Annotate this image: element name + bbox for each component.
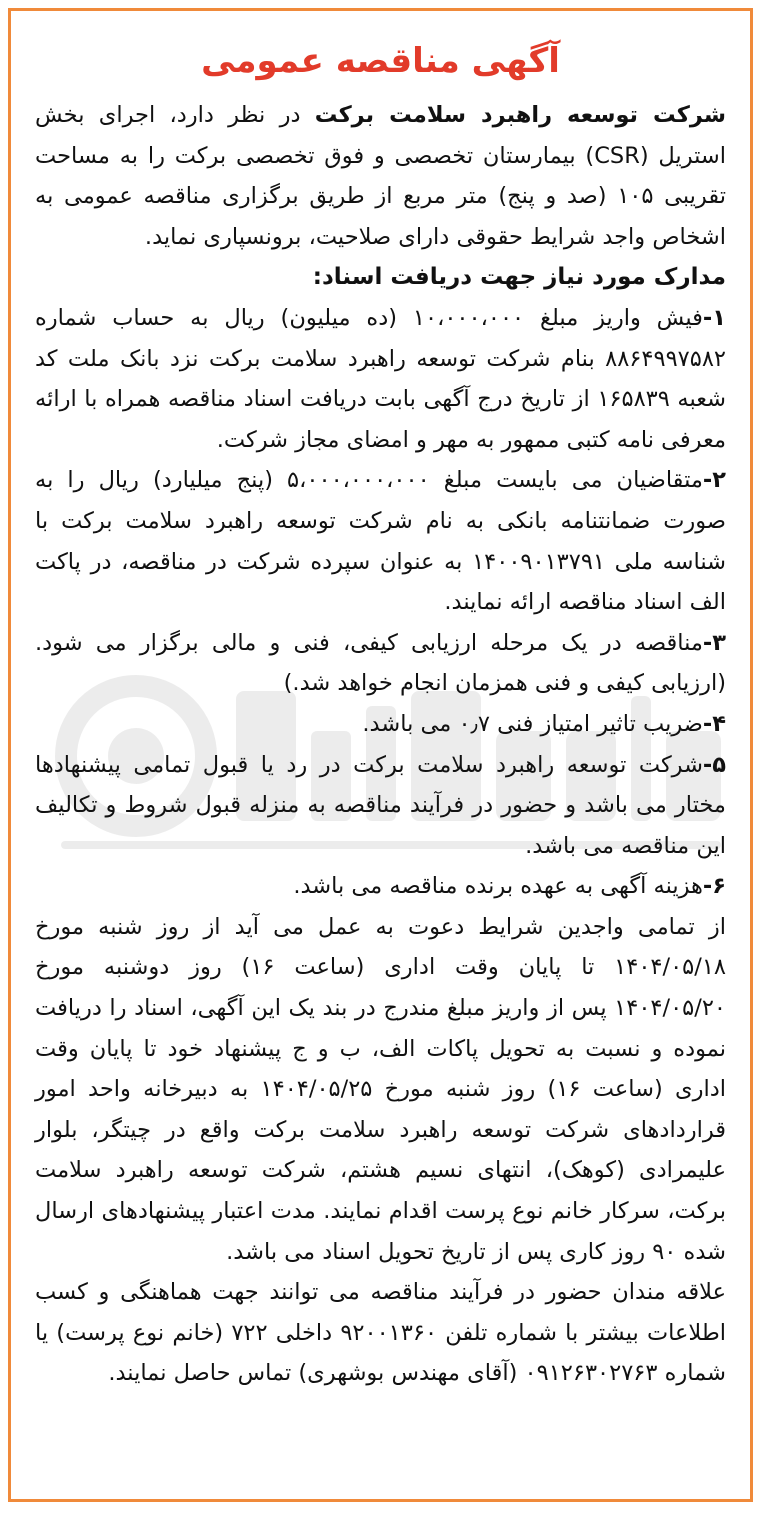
item-number: ۶-	[702, 873, 726, 900]
intro-paragraph	[35, 95, 726, 257]
item-text: مناقصه در یک مرحله ارزیابی کیفی، فنی و مالی برگزار می شود. (ارزیابی کیفی و فنی همزمان انجام خواهد شد.)	[35, 629, 726, 697]
list-item	[35, 704, 726, 745]
item-number: ۵-	[702, 751, 726, 778]
list-item	[35, 745, 726, 867]
list-item	[35, 298, 726, 460]
item-number: ۳-	[702, 629, 726, 656]
list-item	[35, 623, 726, 704]
documents-heading: مدارک مورد نیاز جهت دریافت اسناد:	[312, 264, 726, 291]
company-name: شرکت توسعه راهبرد سلامت برکت	[314, 102, 727, 128]
item-number: ۴-	[702, 710, 726, 737]
item-text: فیش واریز مبلغ ۱۰،۰۰۰،۰۰۰ (ده میلیون) ریال به حساب شماره ۸۸۶۴۹۹۷۵۸۲ بنام شرکت توسعه راهبرد سلامت برکت نزد بانک ملت کد شعبه ۱۶۵۸۳۹ از تاریخ درج آگهی بابت دریافت اسناد مناقصه همراه با ارائه معرفی نامه کتبی ممهور به مهر و امضای مجاز شرکت.	[35, 304, 726, 453]
item-text: هزینه آگهی به عهده برنده مناقصه می باشد.	[293, 873, 703, 900]
invitation-paragraph: از تمامی واجدین شرایط دعوت به عمل می آید از روز شنبه مورخ ۱۴۰۴/۰۵/۱۸ تا پایان وقت اداری (ساعت ۱۶) روز دوشنبه مورخ ۱۴۰۴/۰۵/۲۰ پس از واریز مبلغ مندرج در بند یک این آگهی، اسناد را دریافت نموده و نسبت به تحویل پاکات الف، ب و ج پیشنهاد خود تا پایان وقت اداری (ساعت ۱۶) روز شنبه مورخ ۱۴۰۴/۰۵/۲۵ به دبیرخانه واحد امور قراردادهای شرکت توسعه راهبرد سلامت برکت واقع در چیتگر، بلوار علیمرادی (کوهک)، انتهای نسیم هشتم، شرکت توسعه راهبرد سلامت برکت، سرکار خانم نوع پرست اقدام نمایند. مدت اعتبار پیشنهادهای ارسال شده ۹۰ روز کاری پس از تاریخ تحویل اسناد می باشد.	[35, 913, 726, 1265]
item-number: ۲-	[702, 467, 726, 494]
contact-paragraph: علاقه مندان حضور در فرآیند مناقصه می توانند جهت هماهنگی و کسب اطلاعات بیشتر با شماره تلفن ۹۲۰۰۱۳۶۰ داخلی ۷۲۲ (خانم نوع پرست) یا شماره ۰۹۱۲۶۳۰۲۷۶۳ (آقای مهندس بوشهری) تماس حاصل نمایند.	[35, 1279, 727, 1387]
ad-title: آگهی مناقصه عمومی	[201, 41, 560, 81]
item-text: متقاضیان می بایست مبلغ ۵،۰۰۰،۰۰۰،۰۰۰ (پنج میلیارد) ریال را به صورت ضمانتنامه بانکی به نام شرکت توسعه راهبرد سلامت برکت با شناسه ملی ۱۴۰۰۹۰۱۳۷۹۱ به عنوان سپرده شرکت در مناقصه، در پاکت الف اسناد مناقصه ارائه نمایند.	[35, 467, 726, 616]
list-item	[35, 866, 726, 907]
item-text: ضریب تاثیر امتیاز فنی ۰٫۷ می باشد.	[362, 710, 703, 737]
item-number: ۱-	[702, 304, 726, 331]
item-text: شرکت توسعه راهبرد سلامت برکت در رد یا قبول تمامی پیشنهادها مختار می باشد و حضور در فرآیند مناقصه به منزله قبول شروط و تکالیف این مناقصه می باشد.	[35, 751, 726, 859]
list-item	[35, 460, 726, 622]
ad-frame	[8, 8, 753, 1502]
ad-content	[35, 29, 726, 1394]
intro-text: در نظر دارد، اجرای بخش استریل (CSR) بیمارستان تخصصی و فوق تخصصی برکت را به مساحت تقریبی ۱۰۵ (صد و پنج) متر مربع از طریق برگزاری مناقصه عمومی به اشخاص واجد شرایط حقوقی دارای صلاحیت، برونسپاری نماید.	[35, 102, 726, 250]
